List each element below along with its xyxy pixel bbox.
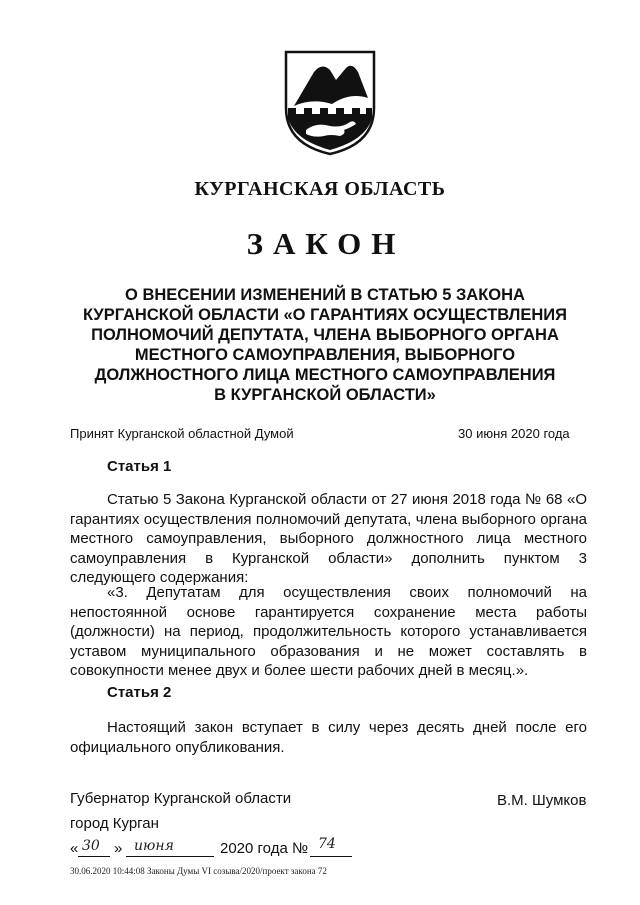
law-title [80, 285, 570, 405]
number-underline [310, 856, 352, 857]
month-underline [126, 856, 214, 857]
governor-position: Губернатор Курганской области [70, 790, 292, 807]
signing-dateline [70, 838, 370, 860]
law-title-line: ДОЛЖНОСТНОГО ЛИЦА МЕСТНОГО САМОУПРАВЛЕНИЯ [94, 366, 556, 384]
day-underline [78, 856, 110, 857]
article-2-paragraph-1: Настоящий закон вступает в силу через десять дней после его официального опубликования. [70, 719, 587, 756]
law-title-line: ПОЛНОМОЧИЙ ДЕПУТАТА, ЧЛЕНА ВЫБОРНОГО ОРГАНА [91, 326, 559, 344]
law-title-line: О ВНЕСЕНИИ ИЗМЕНЕНИЙ В СТАТЬЮ 5 ЗАКОНА [125, 286, 525, 304]
law-title-line: КУРГАНСКОЙ ОБЛАСТИ «О ГАРАНТИЯХ ОСУЩЕСТВЛЕНИЯ [82, 306, 568, 324]
article-1-heading: Статья 1 [107, 458, 172, 475]
quote-close: » [114, 840, 123, 857]
handwritten-day: 30 [82, 838, 100, 854]
city-name: город Курган [70, 815, 159, 832]
article-1-paragraph-2: «3. Депутатам для осуществления своих полномочий на непостоянной основе гарантируется сохранение места работы (должности) на период, продолжительность которого устанавливается уставом муниципального образования и не может составлять в совокупности менее двух и более шести рабочих дней в месяц.». [70, 584, 587, 679]
quote-open: « [70, 840, 79, 857]
document-footer-stamp: 30.06.2020 10:44:08 Законы Думы VI созыва/2020/проект закона 72 [70, 866, 327, 876]
handwritten-law-number: 74 [318, 836, 336, 852]
law-title-line: МЕСТНОГО САМОУПРАВЛЕНИЯ, ВЫБОРНОГО [134, 346, 516, 364]
adoption-date: 30 июня 2020 года [458, 426, 570, 441]
article-2-heading: Статья 2 [107, 684, 172, 701]
article-1-paragraph-1: Статью 5 Закона Курганской области от 27 июня 2018 года № 68 «О гарантиях осуществления полномочий депутата, члена выборного органа местного самоуправления, выборного должностного лица местного самоуправления в Курганской области» дополнить пунктом 3 следующего содержания: [70, 491, 587, 586]
region-name: КУРГАНСКАЯ ОБЛАСТЬ [194, 178, 446, 200]
governor-name: В.М. Шумков [497, 792, 587, 809]
coat-of-arms-emblem [280, 48, 380, 158]
year-and-number-label: 2020 года № [220, 840, 309, 857]
law-title-line: В КУРГАНСКОЙ ОБЛАСТИ» [214, 386, 436, 404]
adopted-by-text: Принят Курганской областной Думой [70, 426, 294, 441]
document-type-heading: ЗАКОН [246, 226, 406, 261]
handwritten-month: июня [134, 838, 174, 854]
